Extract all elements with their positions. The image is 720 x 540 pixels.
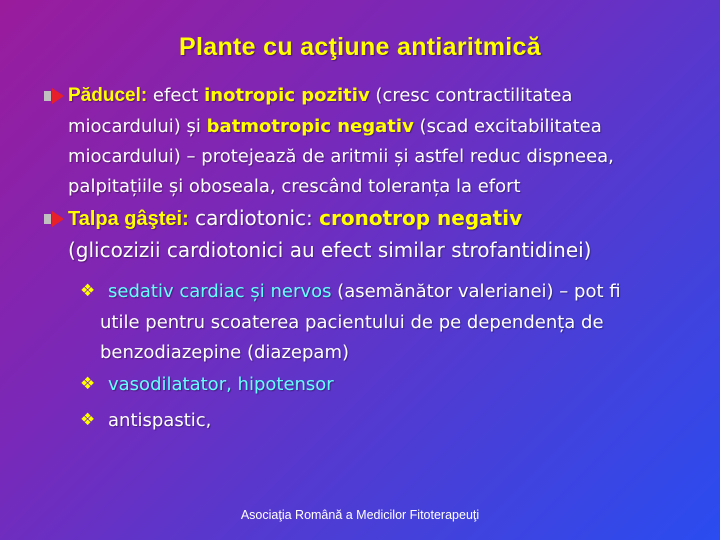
sub-bullet-vasodilatator (108, 370, 708, 400)
sub-bullet-sedativ-line2: utile pentru scoaterea pacientului de pe dependența de (100, 312, 604, 333)
term-inotropic: inotropic pozitiv (204, 85, 370, 106)
text: efect (147, 85, 205, 106)
bullet-paducel-line3: miocardului) – protejează de aritmii și astfel reduc dispneea, (68, 146, 614, 167)
arrow-bullet-icon (44, 211, 66, 227)
diamond-bullet-icon: ❖ (80, 410, 96, 430)
footer-organization: Asociaţia Română a Medicilor Fitoterapeuţi (240, 508, 480, 522)
sub-bullet-antispastic: antispastic, (108, 410, 212, 431)
bullet-paducel-line4: palpitațiile și oboseala, crescând toleranța la efort (68, 176, 521, 197)
sub-bullet-sedativ (108, 277, 708, 307)
term-batmotropic: batmotropic negativ (206, 116, 414, 137)
term-sedativ: sedativ cardiac și nervos (108, 281, 332, 302)
plant-name-talpa-gastei: Talpa gâştei: (68, 208, 189, 230)
text: miocardului) și (68, 116, 207, 137)
bullet-paducel (68, 81, 708, 111)
text: cardiotonic: (188, 206, 320, 230)
sub-bullet-sedativ-line3: benzodiazepine (diazepam) (100, 342, 349, 363)
plant-name-paducel: Păducel: (68, 85, 148, 106)
bullet-talpa-gastei-line2: (glicozizii cardiotonici au efect similar strofantidinei) (68, 238, 592, 262)
diamond-bullet-icon: ❖ (80, 374, 96, 394)
bullet-paducel-line2 (68, 112, 708, 142)
term-vasodilatator: vasodilatator, hipotensor (108, 374, 334, 395)
diamond-bullet-icon: ❖ (80, 281, 96, 301)
bullet-talpa-gastei (68, 203, 708, 234)
arrow-bullet-icon (44, 88, 66, 104)
slide-title: Plante cu acţiune antiaritmică (179, 33, 541, 61)
text: (asemănător valerianei) – pot fi (331, 281, 621, 302)
text: (scad excitabilitatea (413, 116, 602, 137)
text: (cresc contractilitatea (369, 85, 573, 106)
term-cronotrop: cronotrop negativ (319, 206, 523, 230)
